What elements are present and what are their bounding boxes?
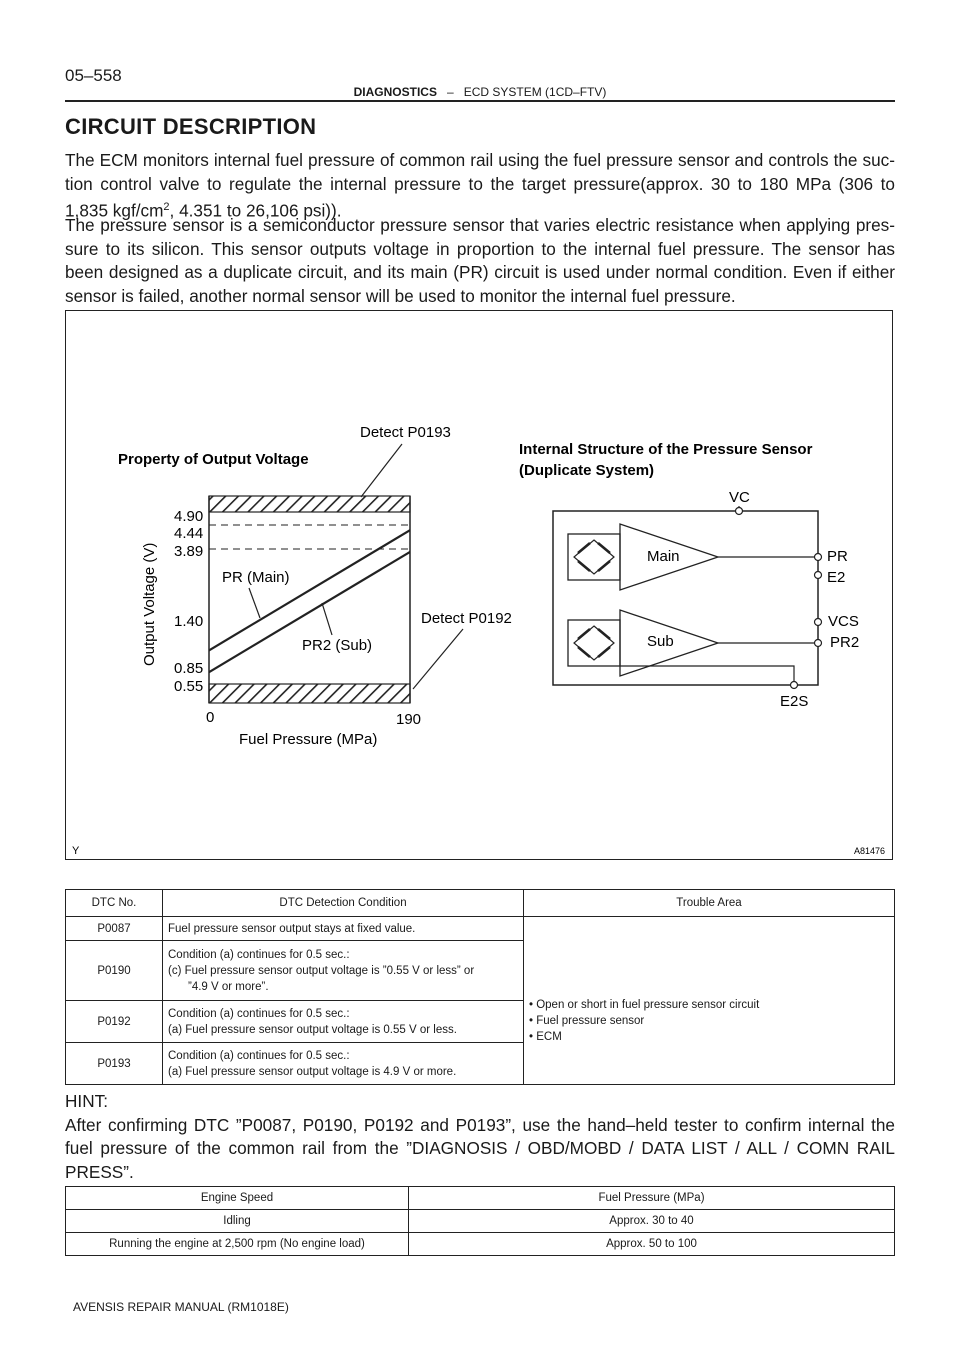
figure-box [65,310,893,860]
pin-label-pr: PR [827,548,848,565]
detect-low-leader [413,629,463,689]
dtc-condition-line: ”4.9 V or more”. [188,980,269,993]
pin-pr2 [815,640,822,647]
dtc-condition-line: (a) Fuel pressure sensor output voltage is 0.55 V or less. [168,1023,457,1036]
series-sub-leader [322,603,332,635]
sensor-structure-title: Internal Structure of the Pressure Sensor [519,441,813,458]
sub-bridge-diamond [574,626,614,660]
header-subsection: ECD SYSTEM (1CD–FTV) [463,85,607,99]
running-header [0,85,960,99]
pin-label-e2: E2 [827,569,846,586]
table-row [66,1233,895,1256]
dtc-condition [163,1043,524,1085]
page-footer: AVENSIS REPAIR MANUAL (RM1018E) [73,1300,289,1314]
pin-label-e2s: E2S [780,693,809,710]
y-tick-4-90: 4.90 [174,508,204,525]
fuel-pressure-cell: Approx. 50 to 100 [409,1233,895,1256]
p0193-zone [209,496,410,512]
dtc-condition [163,941,524,1001]
engine-speed-cell: Idling [66,1210,409,1233]
dtc-table-header [66,890,895,917]
main-bridge-box [568,534,620,580]
dtc-condition: Fuel pressure sensor output stays at fixed value. [163,917,524,941]
pin-label-pr2: PR2 [830,634,860,651]
dtc-code: P0190 [66,941,163,1001]
main-bridge-diamond [574,540,614,574]
para1-superscript: 2 [163,201,170,213]
series-sub-label: PR2 (Sub) [302,637,373,654]
speed-header-pressure: Fuel Pressure (MPa) [409,1187,895,1210]
pin-vc [736,508,743,515]
dtc-condition-line: Condition (a) continues for 0.5 sec.: [168,1007,350,1020]
detect-low-label: Detect P0192 [421,610,512,627]
table-row [66,1210,895,1233]
description-paragraph-1 [65,149,895,223]
series-main-label: PR (Main) [222,569,290,586]
main-amp-label: Main [647,548,680,565]
header-rule [65,100,895,102]
y-tick-3-89: 3.89 [174,543,204,560]
pin-e2s [791,682,798,689]
p0192-zone [209,684,410,703]
speed-table-header [66,1187,895,1210]
dtc-condition-line: (a) Fuel pressure sensor output voltage is 4.9 V or more. [168,1065,457,1078]
hint-block [65,1090,895,1184]
sub-bridge-resistors [578,629,610,657]
x-tick-190: 190 [396,711,422,728]
hint-text: After confirming DTC ”P0087, P0190, P0192 and P0193”, use the hand–held tester to confirm internal the fuel pressure of the common rail from the ”DIAGNOSIS / OBD/MOBD / DATA LIST / ALL / COMN RAIL PRESS”. [65,1114,895,1182]
pin-vcs [815,619,822,626]
detect-high-leader [361,444,402,497]
dtc-header-condition: DTC Detection Condition [163,890,524,917]
dtc-condition-line: Condition (a) continues for 0.5 sec.: [168,948,350,961]
trouble-area-list [529,957,889,1045]
table-row [66,917,895,941]
detect-high-label: Detect P0193 [360,424,451,441]
y-axis-label: Output Voltage (V) [141,542,158,666]
para1-text-a: The ECM monitors internal fuel pressure of common rail using the fuel pressure sensor and controls the suc- tion control valve to regulate the internal pressure to the target pressure(approx. 30 to 180 MPa (306 to 1,835 kgf/cm [65,150,895,221]
dtc-condition [163,1001,524,1043]
main-bridge-resistors [578,543,610,571]
dtc-condition-line: Condition (a) continues for 0.5 sec.: [168,1049,350,1062]
speed-header-engine: Engine Speed [66,1187,409,1210]
y-tick-0-55: 0.55 [174,678,204,695]
trouble-area-item: • Open or short in fuel pressure sensor circuit [529,998,760,1011]
trouble-area-item: • Fuel pressure sensor [529,1014,645,1027]
dtc-header-no: DTC No. [66,890,163,917]
fuel-pressure-cell: Approx. 30 to 40 [409,1210,895,1233]
trouble-area-item: • ECM [529,1030,562,1043]
chart-title: Property of Output Voltage [118,451,309,468]
trouble-area-cell [524,917,895,1085]
dtc-header-area: Trouble Area [524,890,895,917]
e2s-wire [620,666,794,685]
sub-bridge-box [568,620,620,666]
series-main-line [209,530,410,650]
pin-label-vcs: VCS [828,613,859,630]
pin-label-vc: VC [729,489,750,506]
dtc-code: P0192 [66,1001,163,1043]
y-tick-4-44: 4.44 [174,525,204,542]
figure-code: A81476 [854,846,886,856]
dtc-condition-line: (c) Fuel pressure sensor output voltage is ”0.55 V or less” or [168,964,475,977]
dtc-table [65,889,895,1085]
x-tick-0: 0 [206,709,215,726]
description-paragraph-2: The pressure sensor is a semiconductor pressure sensor that varies electric resistance when applying pres- sure to its silicon. This sensor outputs voltage in proportion to the internal fuel pressure. The sensor has been designed as a duplicate circuit, and its main (PR) circuit is used under normal condition. Even if either sensor is failed, another normal sensor will be used to monitor the internal fuel pressure. [65,215,895,306]
x-axis-label: Fuel Pressure (MPa) [239,731,378,748]
dtc-code: P0087 [66,917,163,941]
figure-svg [66,311,892,859]
section-title: CIRCUIT DESCRIPTION [65,114,317,139]
series-main-leader [249,588,260,618]
header-separator: – [446,85,454,99]
fuel-pressure-table [65,1186,895,1256]
engine-speed-cell: Running the engine at 2,500 rpm (No engine load) [66,1233,409,1256]
page-number: 05–558 [65,66,122,85]
y-tick-0-85: 0.85 [174,660,204,677]
para1-text-b: , 4.351 to 26,106 psi)). [169,200,342,221]
hint-title: HINT: [65,1091,108,1111]
pin-pr [815,554,822,561]
y-tick-1-40: 1.40 [174,613,204,630]
pin-e2 [815,572,822,579]
sensor-structure-subtitle: (Duplicate System) [519,462,655,479]
header-section: DIAGNOSTICS [353,85,437,99]
figure-corner-mark: Y [72,845,80,857]
sub-amp-label: Sub [647,633,674,650]
dtc-code: P0193 [66,1043,163,1085]
